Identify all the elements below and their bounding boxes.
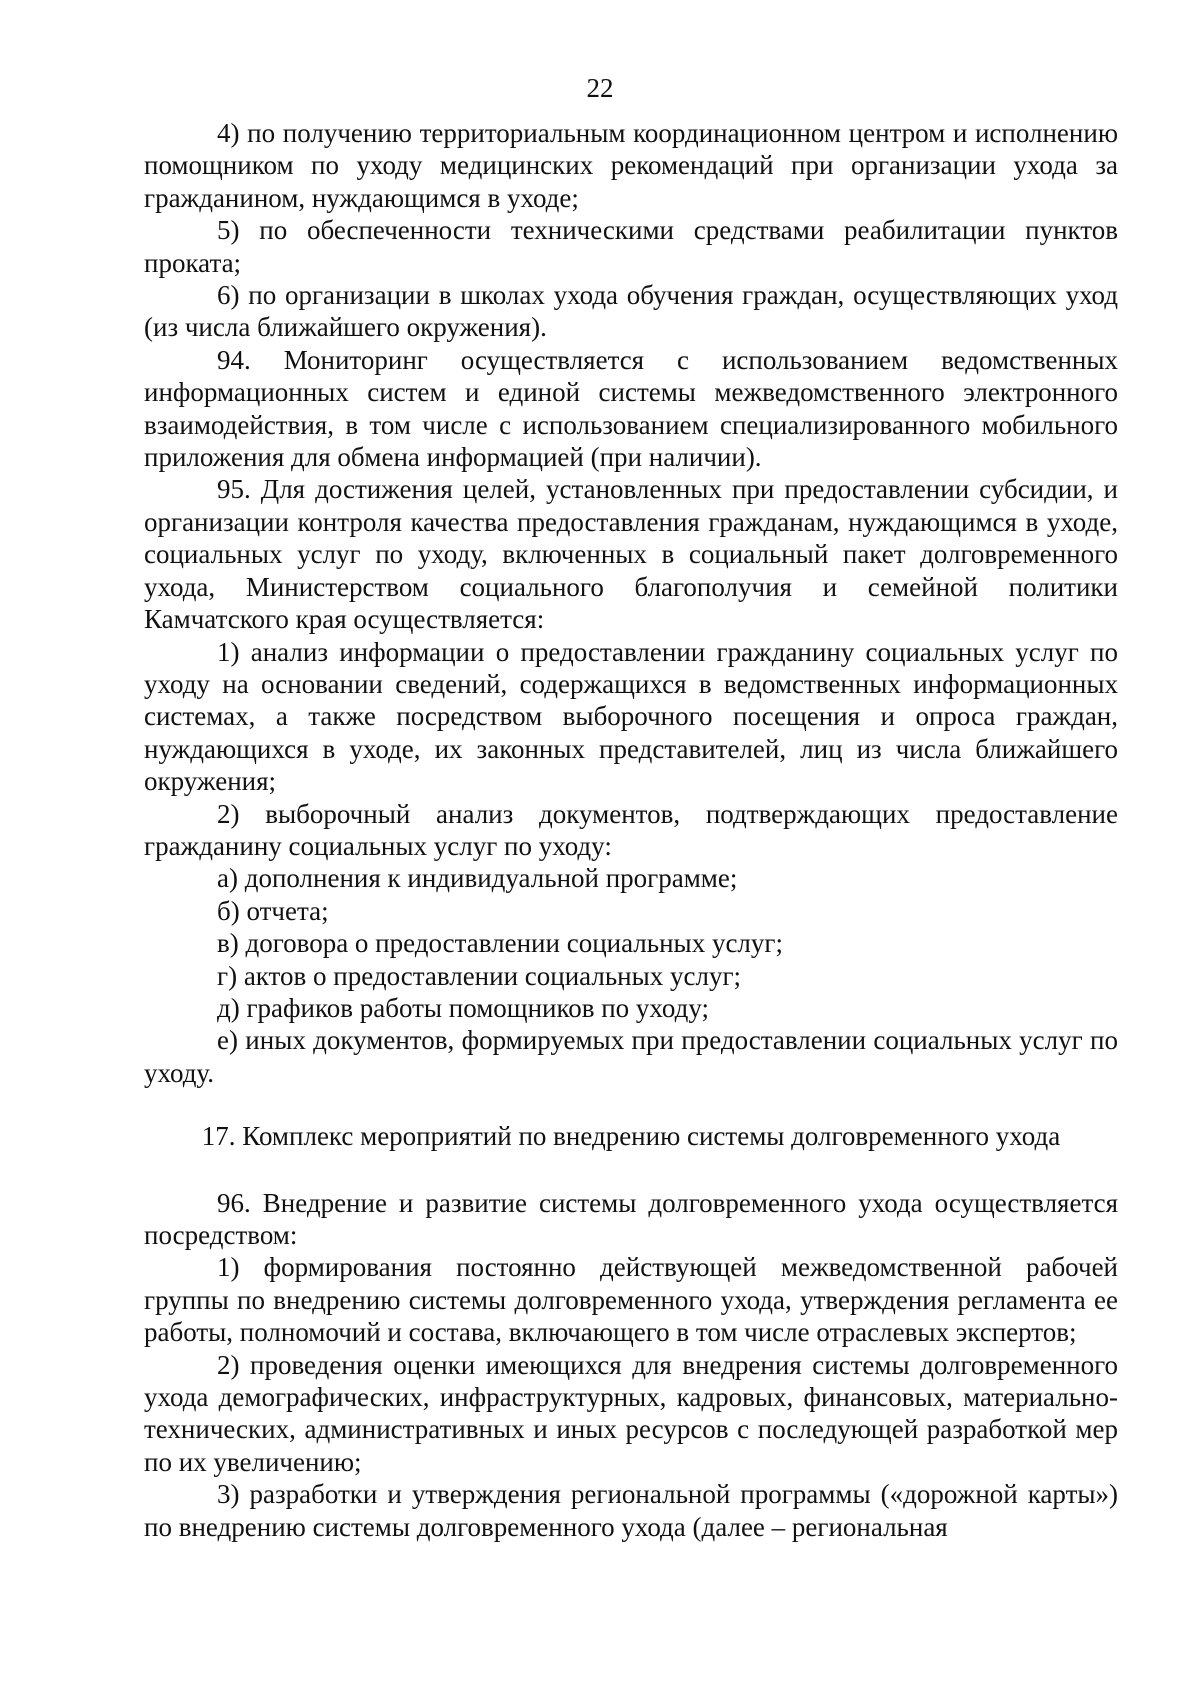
paragraph: 95. Для достижения целей, установленных при предоставлении субсидии, и организации контроля качества предоставления гражданам, нуждающимся в уходе, социальных услуг по уходу, включенных в социальный пакет долговременного ухода, Министерством социального благополучия и семейной политики Камчатского края осуществляется: xyxy=(144,474,1118,635)
list-item: е) иных документов, формируемых при предоставлении социальных услуг по уходу. xyxy=(144,1025,1118,1088)
list-item: б) отчета; xyxy=(217,895,329,926)
paragraph: 3) разработки и утверждения региональной программы («дорожной карты») по внедрению системы долговременного ухода (далее – региональная xyxy=(144,1479,1118,1542)
list-item: д) графиков работы помощников по уходу; xyxy=(217,992,710,1023)
list-item: в) договора о предоставлении социальных услуг; xyxy=(217,928,783,959)
paragraph: 96. Внедрение и развитие системы долговременного ухода осуществляется посредством: xyxy=(144,1187,1118,1250)
paragraph: 2) проведения оценки имеющихся для внедрения системы долговременного ухода демографических, инфраструктурных, кадровых, финансовых, материально-технических, административных и иных ресурсов с последующей разработкой мер по их увеличению; xyxy=(144,1349,1118,1477)
document-body xyxy=(144,117,1118,1543)
paragraph: 5) по обеспеченности техническими средствами реабилитации пунктов проката; xyxy=(144,215,1118,278)
section-heading: 17. Комплекс мероприятий по внедрению системы долговременного ухода xyxy=(201,1121,1061,1152)
list-item: г) актов о предоставлении социальных услуг; xyxy=(217,960,742,991)
paragraph: 1) формирования постоянно действующей межведомственной рабочей группы по внедрению системы долговременного ухода, утверждения регламента ее работы, полномочий и состава, включающего в том числе отраслевых экспертов; xyxy=(144,1252,1118,1348)
paragraph: 2) выборочный анализ документов, подтверждающих предоставление гражданину социальных услуг по уходу: xyxy=(144,798,1118,861)
paragraph: 6) по организации в школах ухода обучения граждан, осуществляющих уход (из числа ближайшего окружения). xyxy=(144,280,1118,343)
paragraph: 94. Мониторинг осуществляется с использованием ведомственных информационных систем и единой системы межведомственного электронного взаимодействия, в том числе с использованием специализированного мобильного приложения для обмена информацией (при наличии). xyxy=(144,344,1118,473)
page-number: 22 xyxy=(586,73,614,103)
list-item: а) дополнения к индивидуальной программе; xyxy=(217,863,738,894)
paragraph: 1) анализ информации о предоставлении гражданину социальных услуг по уходу на основании сведений, содержащихся в ведомственных информационных системах, а также посредством выборочного посещения и опроса граждан, нуждающихся в уходе, их законных представителей, лиц из числа ближайшего окружения; xyxy=(144,636,1118,797)
paragraph: 4) по получению территориальным координационном центром и исполнению помощником по уходу медицинских рекомендаций при организации ухода за гражданином, нуждающимся в уходе; xyxy=(144,118,1118,213)
